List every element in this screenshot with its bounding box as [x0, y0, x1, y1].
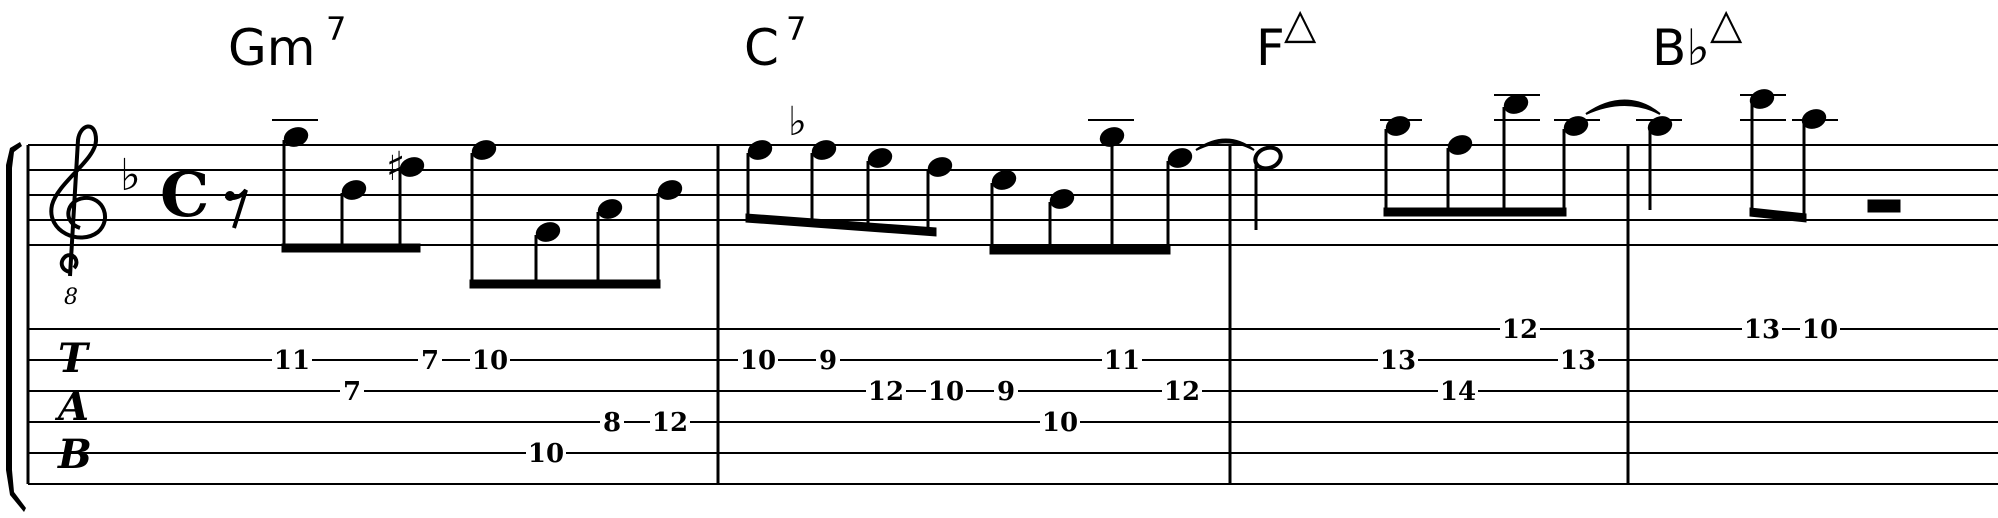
chord-extension: △	[1710, 0, 1743, 48]
chord-symbol-1	[228, 10, 346, 77]
tab-fret-number: 10	[739, 346, 777, 376]
chord-root: B♭	[1652, 19, 1710, 77]
system-brace	[6, 142, 26, 512]
chord-extension: 7	[326, 10, 347, 48]
tab-fret-number: 14	[1439, 377, 1477, 407]
chord-symbol-2	[744, 10, 806, 77]
sharp-accidental: ♯	[386, 144, 406, 190]
treble-clef	[51, 126, 105, 276]
tab-fret-number: 13	[1743, 315, 1781, 345]
tab-fret-number: 10	[927, 377, 965, 407]
tab-fret-number: 8	[602, 408, 622, 438]
clef-octave-marking: 8	[64, 285, 78, 310]
chord-extension: 7	[786, 10, 807, 48]
tab-fret-number: 11	[1103, 346, 1141, 376]
measure-3-notes	[1252, 91, 1660, 230]
tab-fret-number: 10	[471, 346, 509, 376]
time-signature: C	[160, 158, 210, 231]
chord-root: C	[744, 19, 779, 77]
chord-symbol-4	[1652, 0, 1743, 77]
tab-fret-number: 10	[1801, 315, 1839, 345]
measure-4-notes	[1636, 86, 1900, 222]
chord-root: Gm	[228, 19, 316, 77]
tab-fret-number: 7	[342, 377, 362, 407]
tab-fret-number: 7	[420, 346, 440, 376]
chord-root: F	[1256, 19, 1285, 77]
tab-fret-number: 12	[1163, 377, 1201, 407]
tab-fret-number: 12	[867, 377, 905, 407]
tab-fret-number: 13	[1559, 346, 1597, 376]
tab-fret-number: 12	[1501, 315, 1539, 345]
tab-fret-number: 12	[651, 408, 689, 438]
tab-clef	[54, 335, 92, 478]
tab-fret-number: 9	[996, 377, 1016, 407]
chord-extension: △	[1284, 0, 1317, 48]
svg-text:B: B	[58, 431, 92, 478]
key-signature-flat: ♭	[120, 150, 141, 201]
tab-fret-number: 11	[273, 346, 311, 376]
tab-fret-number: 9	[818, 346, 838, 376]
svg-text:T: T	[58, 335, 88, 382]
tab-fret-number: 13	[1379, 346, 1417, 376]
flat-accidental: ♭	[788, 99, 807, 145]
tab-fret-number: 10	[1041, 408, 1079, 438]
chord-symbol-3	[1256, 0, 1317, 77]
svg-text:A: A	[58, 383, 90, 430]
measure-2-notes	[736, 120, 1254, 254]
tab-fret-number: 10	[527, 439, 565, 469]
standard-staff	[28, 145, 1998, 245]
